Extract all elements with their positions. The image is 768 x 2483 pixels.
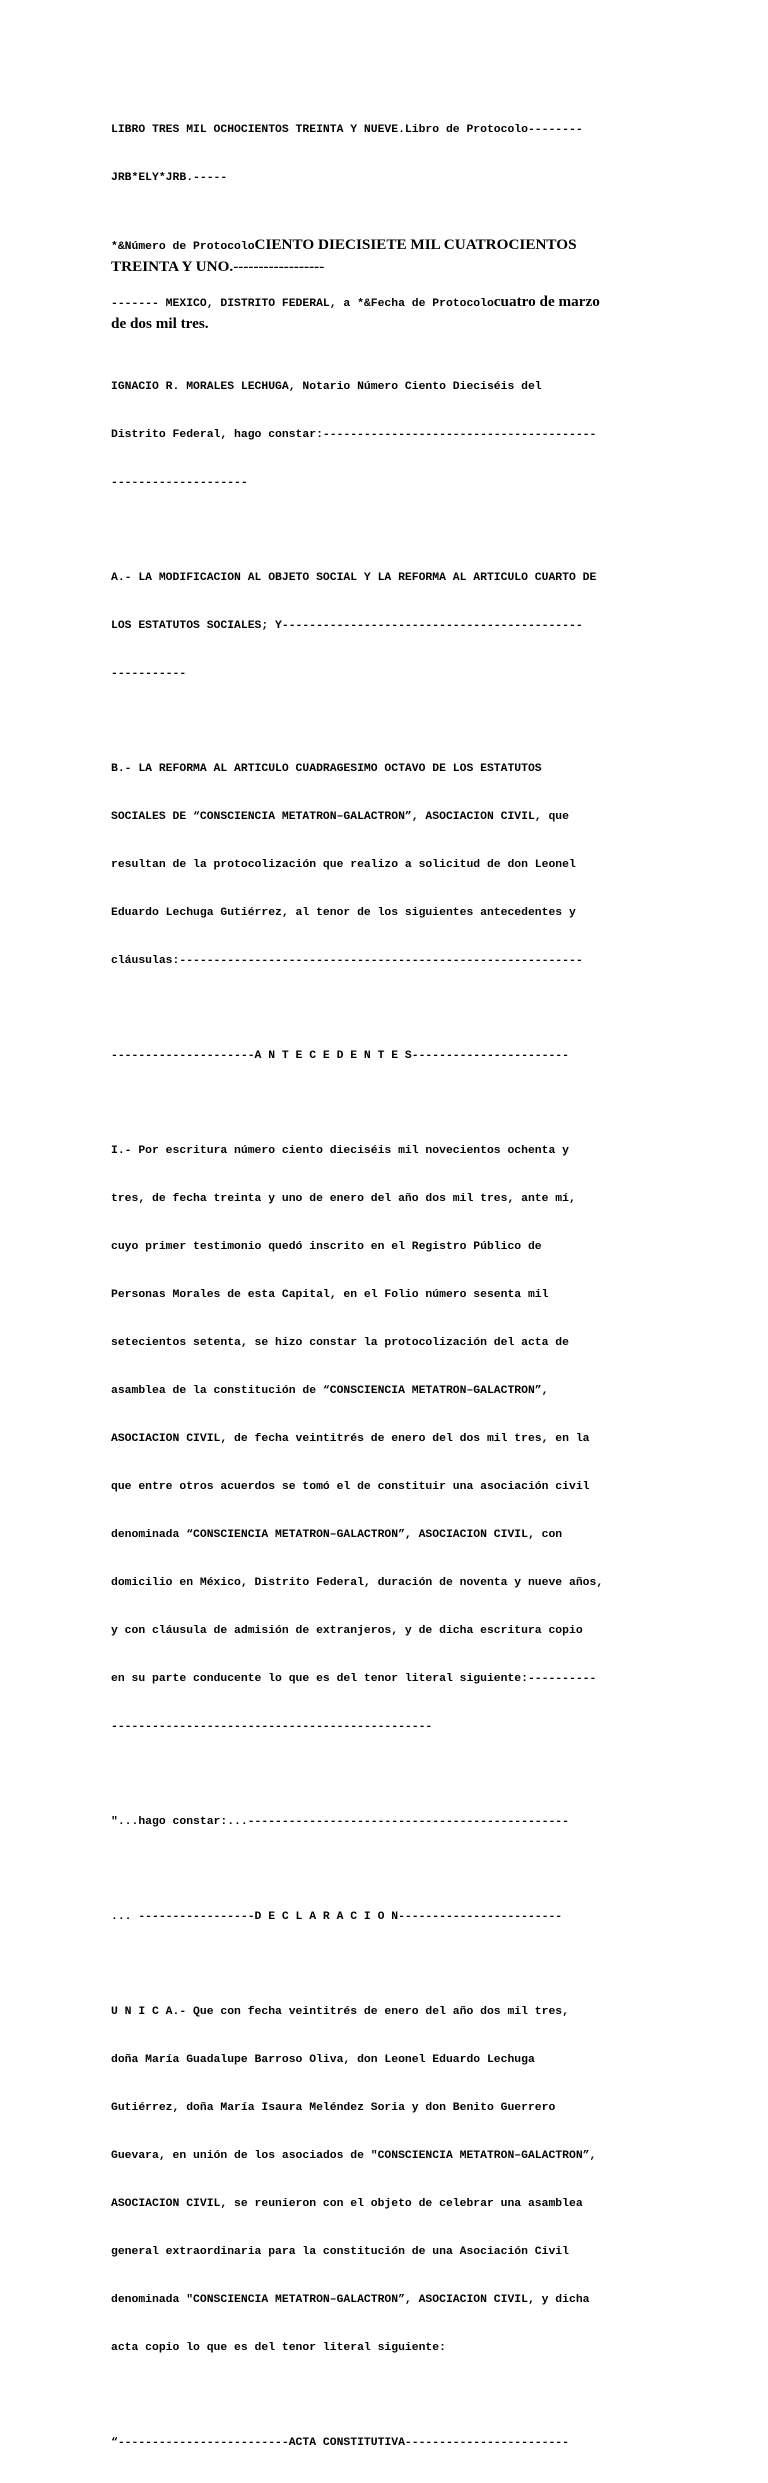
protocol-number-line (111, 234, 651, 256)
text-line: acta copio lo que es del tenor literal siguiente: (111, 2342, 446, 2354)
text-line: domicilio en México, Distrito Federal, duración de noventa y nueve años, (111, 1577, 604, 1589)
protocol-number-value-cont: TREINTA Y UNO.------------------ (111, 258, 325, 275)
text-line: ASOCIACION CIVIL, se reunieron con el objeto de celebrar una asamblea (111, 2198, 583, 2210)
text-line: Distrito Federal, hago constar:---------------------------------------- (111, 429, 597, 441)
place-date-prefix: ------- MEXICO, DISTRITO FEDERAL, a *&Fecha de Protocolo (111, 298, 494, 310)
text-line: -------------------- (111, 477, 248, 489)
notary-paragraph (111, 347, 651, 523)
text-line: SOCIALES DE “CONSCIENCIA METATRON–GALACTRON”, ASOCIACION CIVIL, que (111, 811, 569, 823)
unica-paragraph (111, 1972, 651, 2388)
protocol-number-value: CIENTO DIECISIETE MIL CUATROCIENTOS (254, 236, 577, 253)
text-line: que entre otros acuerdos se tomó el de constituir una asociación civil (111, 1481, 590, 1493)
book-header-line: JRB*ELY*JRB.----- (111, 172, 228, 184)
antecedente-1-paragraph (111, 1111, 651, 1767)
text-line: Guevara, en unión de los asociados de "CONSCIENCIA METATRON–GALACTRON”, (111, 2150, 597, 2162)
text-line: ----------- (111, 668, 187, 680)
section-heading: ... -----------------D E C L A R A C I O N------------------------ (111, 1911, 563, 1923)
text-line: general extraordinaria para la constitución de una Asociación Civil (111, 2246, 569, 2258)
text-line: y con cláusula de admisión de extranjeros, y de dicha escritura copio (111, 1625, 583, 1637)
text-line: IGNACIO R. MORALES LECHUGA, Notario Número Ciento Dieciséis del (111, 381, 542, 393)
item-b-paragraph (111, 729, 651, 1001)
text-line: denominada "CONSCIENCIA METATRON–GALACTRON”, ASOCIACION CIVIL, y dicha (111, 2294, 590, 2306)
text-line: A.- LA MODIFICACION AL OBJETO SOCIAL Y LA REFORMA AL ARTICULO CUARTO DE (111, 572, 597, 584)
text-line: ----------------------------------------------- (111, 1721, 433, 1733)
protocol-date-cont: de dos mil tres. (111, 315, 209, 332)
antecedentes-heading (111, 1016, 651, 1096)
text-line: resultan de la protocolización que realizo a solicitud de don Leonel (111, 859, 576, 871)
protocol-date: cuatro de marzo (493, 293, 600, 310)
declaracion-heading (111, 1877, 651, 1957)
text-line: I.- Por escritura número ciento dieciséis mil novecientos ochenta y (111, 1145, 569, 1157)
text-line: setecientos setenta, se hizo constar la protocolización del acta de (111, 1337, 569, 1349)
text-line: LOS ESTATUTOS SOCIALES; Y-------------------------------------------- (111, 620, 583, 632)
section-heading: “-------------------------ACTA CONSTITUTIVA------------------------ (111, 2437, 569, 2449)
section-heading: ---------------------A N T E C E D E N T E S----------------------- (111, 1050, 569, 1062)
text-line: ASOCIACION CIVIL, de fecha veintitrés de enero del dos mil tres, en la (111, 1433, 590, 1445)
text-line: en su parte conducente lo que es del tenor literal siguiente:---------- (111, 1673, 597, 1685)
item-a-paragraph (111, 538, 651, 714)
acta-heading (111, 2403, 651, 2483)
protocol-number (111, 234, 651, 277)
book-header (111, 90, 651, 218)
text-line: B.- LA REFORMA AL ARTICULO CUADRAGESIMO OCTAVO DE LOS ESTATUTOS (111, 763, 542, 775)
text-line: cláusulas:----------------------------------------------------------- (111, 955, 583, 967)
place-date-line (111, 291, 651, 313)
document-body (111, 90, 651, 2483)
text-line: tres, de fecha treinta y uno de enero del año dos mil tres, ante mí, (111, 1193, 576, 1205)
book-header-line: LIBRO TRES MIL OCHOCIENTOS TREINTA Y NUEVE.Libro de Protocolo-------- (111, 124, 583, 136)
protocol-number-label: *&Número de Protocolo (111, 241, 255, 253)
quote-hago-constar (111, 1782, 651, 1862)
text-line: denominada “CONSCIENCIA METATRON–GALACTRON”, ASOCIACION CIVIL, con (111, 1529, 563, 1541)
text-line: asamblea de la constitución de “CONSCIENCIA METATRON–GALACTRON”, (111, 1385, 549, 1397)
text-line: cuyo primer testimonio quedó inscrito en el Registro Público de (111, 1241, 542, 1253)
text-line: U N I C A.- Que con fecha veintitrés de enero del año dos mil tres, (111, 2006, 569, 2018)
place-date (111, 291, 651, 334)
text-line: "...hago constar:...----------------------------------------------- (111, 1816, 569, 1828)
text-line: Personas Morales de esta Capital, en el Folio número sesenta mil (111, 1289, 549, 1301)
text-line: Gutiérrez, doña María Isaura Meléndez Soria y don Benito Guerrero (111, 2102, 556, 2114)
text-line: doña María Guadalupe Barroso Oliva, don Leonel Eduardo Lechuga (111, 2054, 535, 2066)
text-line: Eduardo Lechuga Gutiérrez, al tenor de los siguientes antecedentes y (111, 907, 576, 919)
